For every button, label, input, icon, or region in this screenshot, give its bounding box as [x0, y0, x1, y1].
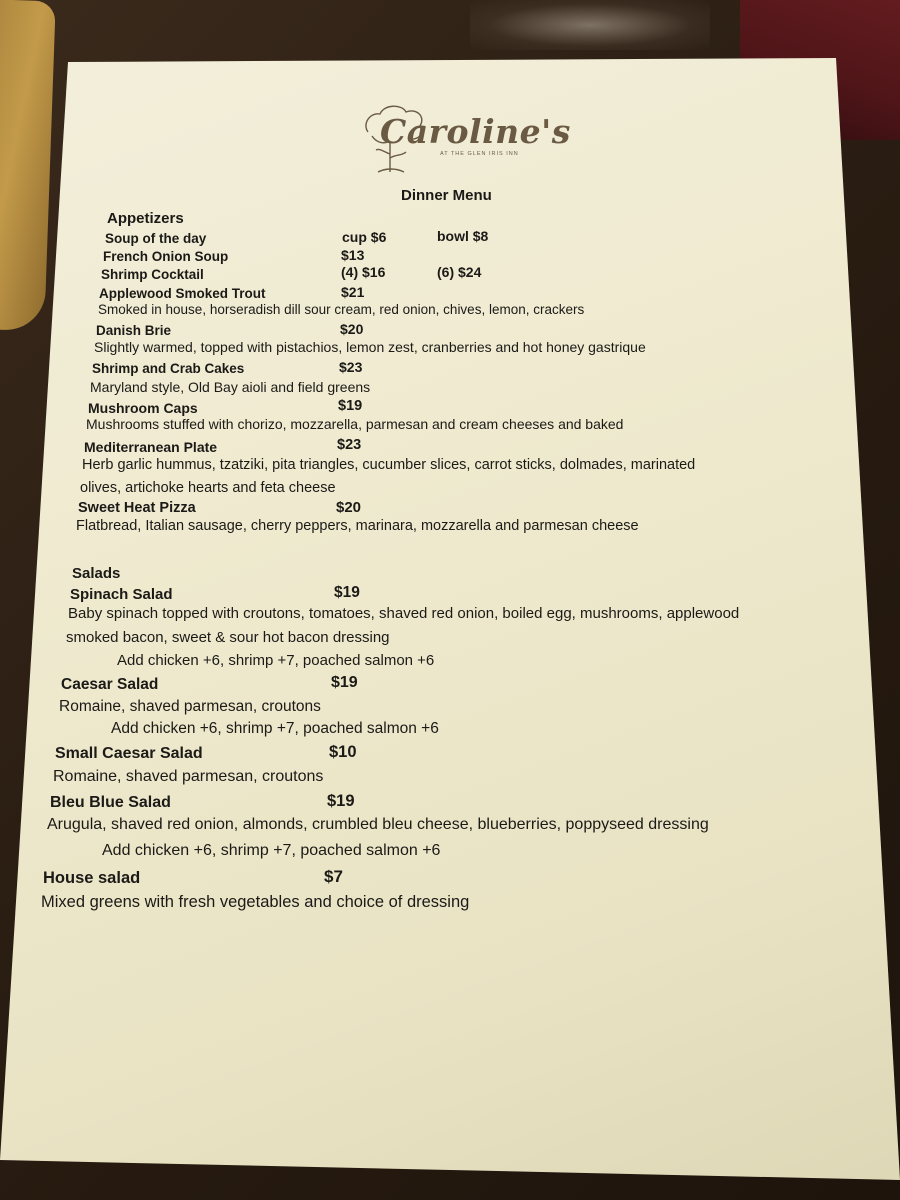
item-name: Bleu Blue Salad — [50, 794, 171, 811]
item-addons: Add chicken +6, shrimp +7, poached salmon +6 — [111, 720, 439, 737]
appetizers-heading: Appetizers — [107, 210, 184, 227]
item-price: $20 — [340, 321, 364, 337]
item-description: Arugula, shaved red onion, almonds, crumbled bleu cheese, blueberries, poppyseed dressing — [47, 816, 709, 833]
item-name: Mediterranean Plate — [84, 439, 218, 455]
item-price: $19 — [338, 398, 363, 414]
item-price: $23 — [337, 437, 362, 453]
item-name: Danish Brie — [96, 323, 172, 338]
item-addons: Add chicken +6, shrimp +7, poached salmon +6 — [102, 842, 441, 859]
item-description: Mixed greens with fresh vegetables and choice of dressing — [41, 893, 470, 911]
item-price: $19 — [334, 584, 360, 601]
item-name: Small Caesar Salad — [55, 745, 203, 762]
restaurant-name: Caroline's — [380, 112, 571, 151]
item-description: Flatbread, Italian sausage, cherry peppers, marinara, mozzarella and parmesan cheese — [76, 518, 639, 534]
item-description: Slightly warmed, topped with pistachios, lemon zest, cranberries and hot honey gastrique — [94, 339, 646, 355]
item-description: olives, artichoke hearts and feta cheese — [80, 480, 336, 496]
item-price: $13 — [341, 247, 365, 263]
item-description: Smoked in house, horseradish dill sour cream, red onion, chives, lemon, crackers — [98, 302, 585, 317]
item-name: Shrimp Cocktail — [101, 267, 204, 282]
item-price: $20 — [336, 499, 362, 516]
item-name: Shrimp and Crab Cakes — [92, 361, 245, 376]
item-price: bowl $8 — [437, 228, 489, 244]
item-name: Mushroom Caps — [88, 400, 198, 416]
item-price: $23 — [339, 359, 363, 375]
item-name: Applewood Smoked Trout — [99, 286, 266, 301]
item-price: (6) $24 — [437, 264, 482, 280]
item-description: Maryland style, Old Bay aioli and field greens — [90, 379, 371, 395]
item-description: Baby spinach topped with croutons, tomatoes, shaved red onion, boiled egg, mushrooms, applewood — [68, 605, 740, 622]
item-name: Soup of the day — [105, 231, 207, 246]
restaurant-subtitle: AT THE GLEN IRIS INN — [440, 151, 519, 157]
menu-title: Dinner Menu — [401, 187, 492, 204]
item-price: (4) $16 — [341, 264, 386, 280]
item-name: Spinach Salad — [70, 586, 173, 603]
item-price: $10 — [329, 743, 357, 761]
item-description: smoked bacon, sweet & sour hot bacon dressing — [66, 629, 390, 646]
item-name: Sweet Heat Pizza — [78, 500, 196, 516]
item-price: $19 — [331, 674, 358, 691]
item-name: French Onion Soup — [103, 249, 229, 264]
item-description: Romaine, shaved parmesan, croutons — [53, 768, 324, 785]
item-description: Romaine, shaved parmesan, croutons — [59, 698, 321, 715]
item-price: $19 — [327, 792, 355, 810]
item-name: Caesar Salad — [61, 676, 159, 693]
item-description: Herb garlic hummus, tzatziki, pita triangles, cucumber slices, carrot sticks, dolmades, marinated — [82, 457, 696, 473]
item-description: Mushrooms stuffed with chorizo, mozzarella, parmesan and cream cheeses and baked — [86, 416, 624, 432]
item-price: $7 — [324, 867, 343, 886]
item-price: cup $6 — [342, 229, 387, 245]
item-addons: Add chicken +6, shrimp +7, poached salmon +6 — [117, 652, 435, 669]
salads-heading: Salads — [72, 565, 121, 582]
item-price: $21 — [341, 284, 365, 300]
item-name: House salad — [43, 869, 141, 887]
